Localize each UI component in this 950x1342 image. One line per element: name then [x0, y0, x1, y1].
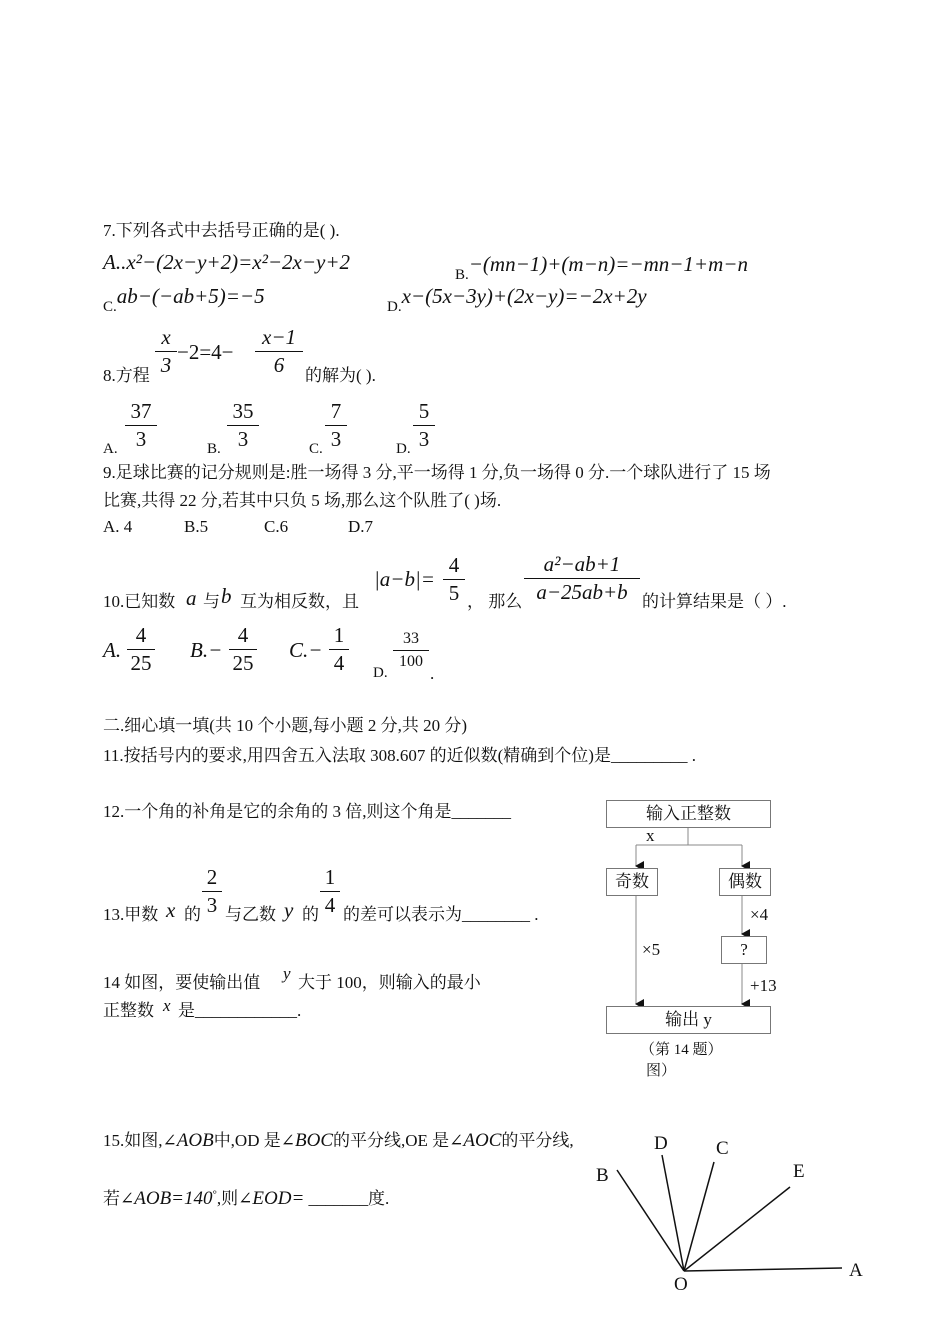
q15-degree: ° [212, 1188, 217, 1201]
q10-mid: 互为相反数，且 [240, 592, 359, 611]
q7-stem: 7.下列各式中去括号正确的是( ). [103, 221, 340, 240]
q13-f2-den: 4 [324, 893, 336, 918]
ray-oe [684, 1187, 790, 1271]
q13-var-x: x [166, 898, 176, 922]
q15-l1-b: 中,OD 是∠ [213, 1131, 295, 1150]
q7-b-expr: −(mn−1)+(m−n)=−mn−1+m−n [468, 252, 748, 276]
q10-big-num: a²−ab+1 [543, 552, 621, 576]
q8-opt-c-label: C. [309, 441, 323, 457]
q13-of-1: 的 [184, 905, 201, 924]
q10-opt-a-label: A. [103, 638, 122, 662]
q10-opt-d-label: D. [373, 665, 388, 681]
q8-suffix: 的解为( ). [305, 366, 376, 385]
flow-times-4: ×4 [750, 905, 769, 924]
q9-opt-b: B.5 [184, 517, 209, 536]
q13-suffix: 的差可以表示为________ . [343, 905, 539, 924]
q15-aob: AOB [176, 1130, 214, 1151]
flow-plus-13: +13 [750, 976, 777, 995]
label-d: D [654, 1133, 668, 1154]
q10-opt-c-den: 4 [333, 651, 345, 676]
q14-line-2-a: 正整数 [103, 1001, 154, 1020]
q14-var-y: y [283, 964, 291, 983]
section-2-heading: 二.细心填一填(共 10 个小题,每小题 2 分,共 20 分) [103, 716, 468, 735]
q8-eq-r-num: x−1 [262, 325, 296, 349]
q13-f1-num: 2 [206, 865, 218, 889]
q14-line-1-b: 大于 100，则输入的最小 [298, 973, 481, 992]
q15-l2-a: 若∠ [103, 1189, 135, 1208]
q15-l2-b: ,则∠ [216, 1189, 253, 1208]
q7-a-label: A.. [103, 250, 127, 274]
q8-eq-mid: −2=4− [177, 340, 234, 364]
flow-times-5: ×5 [642, 940, 661, 959]
q8-opt-c-num: 7 [330, 399, 342, 423]
ray-oc [684, 1162, 714, 1271]
label-o: O [674, 1274, 688, 1295]
q10-opt-b-num: 4 [237, 623, 249, 647]
q8-opt-b-num: 35 [232, 399, 254, 423]
q9-line-2: 比赛,共得 22 分,若其中只负 5 场,那么这个队胜了( )场. [103, 491, 502, 510]
q8-eq-r-den: 6 [273, 353, 285, 378]
q8-eq-x-num: x [161, 325, 171, 349]
q12: 12.一个角的补角是它的余角的 3 倍,则这个角是_______ [103, 802, 511, 821]
q15-l1-a: 15.如图,∠ [103, 1131, 177, 1150]
q9-line-1: 9.足球比赛的记分规则是:胜一场得 3 分,平一场得 1 分,负一场得 0 分.一个球队进行了 15 场 [103, 463, 771, 482]
q10-suffix: 的计算结果是（ ）. [642, 592, 787, 611]
q9-opt-c: C.6 [264, 517, 289, 536]
q10-opt-b-den: 25 [232, 651, 254, 676]
flow-even-box: 偶数 [719, 868, 771, 896]
q10-opt-c-label: C.− [289, 638, 323, 662]
q14-line-1-a: 14 如图，要使输出值 [103, 973, 261, 992]
flow-question-box: ? [721, 936, 767, 964]
q10-comma-then: ， 那么 [467, 592, 523, 611]
flow-caption-2: 图） [646, 1063, 677, 1079]
label-b: B [596, 1165, 609, 1186]
q13-of-2: 的 [302, 905, 319, 924]
q10-big-den: a−25ab+b [536, 580, 628, 605]
q15-l2-c: _______度. [304, 1189, 390, 1208]
q10-opt-d-tail: . [430, 664, 435, 683]
q10-opt-d-den: 100 [399, 652, 423, 670]
q13-prefix: 13.甲数 [103, 905, 159, 924]
q8-opt-b-den: 3 [237, 427, 249, 452]
q8-opt-d-label: D. [396, 441, 411, 457]
q8-opt-a-den: 3 [135, 427, 147, 452]
q8-eq-x-den: 3 [160, 353, 172, 378]
q8-opt-c-den: 3 [330, 427, 342, 452]
q15-boc: BOC [295, 1130, 333, 1151]
label-a: A [849, 1260, 863, 1281]
q13-f2-num: 1 [324, 865, 336, 889]
q8-opt-d-den: 3 [418, 427, 430, 452]
q8-opt-b-label: B. [207, 441, 221, 457]
q7-b-label: B. [455, 267, 469, 283]
q7-d-expr: x−(5x−3y)+(2x−y)=−2x+2y [401, 284, 647, 308]
q11: 11.按括号内的要求,用四舍五入法取 308.607 的近似数(精确到个位)是_________ . [103, 746, 696, 765]
q7-d-label: D. [387, 299, 402, 315]
flow-input-box: 输入正整数 [606, 800, 771, 828]
q8-opt-d-num: 5 [418, 399, 430, 423]
label-c: C [716, 1138, 729, 1159]
q10-opt-c-num: 1 [333, 623, 345, 647]
q10-var-b: b [221, 584, 232, 608]
q15-l1-c: 的平分线,OE 是∠ [333, 1131, 464, 1150]
q14-line-2-b: 是____________. [178, 1001, 302, 1020]
q14-var-x: x [163, 996, 171, 1015]
q13-var-y: y [284, 898, 294, 922]
label-e: E [793, 1161, 805, 1182]
q7-c-expr: ab−(−ab+5)=−5 [116, 284, 265, 308]
q10-abs-num: 4 [448, 553, 460, 577]
q8-opt-a-num: 37 [130, 399, 152, 423]
flow-output-box: 输出 y [606, 1006, 771, 1034]
q10-prefix: 10.已知数 [103, 592, 176, 611]
q15-aoc: AOC [463, 1130, 502, 1151]
q10-opt-d-num: 33 [403, 630, 419, 647]
ray-oa [684, 1268, 842, 1271]
flow-odd-box: 奇数 [606, 868, 658, 896]
q8-prefix: 8.方程 [103, 366, 150, 385]
q9-opt-d: D.7 [348, 517, 374, 536]
q10-opt-a-den: 25 [130, 651, 152, 676]
q10-with: 与 [203, 592, 220, 611]
q10-opt-a-num: 4 [135, 623, 147, 647]
q9-opt-a: A. 4 [103, 517, 133, 536]
q7-a-expr: x²−(2x−y+2)=x²−2x−y+2 [126, 250, 351, 274]
q8-opt-a-label: A. [103, 441, 118, 457]
q10-var-a: a [186, 586, 197, 610]
q13-f1-den: 3 [206, 893, 218, 918]
q10-abs-den: 5 [448, 581, 460, 606]
q7-c-label: C. [103, 299, 117, 315]
q13-mid: 与乙数 [225, 905, 276, 924]
q15-l1-d: 的平分线, [501, 1131, 574, 1150]
q10-opt-b-label: B.− [190, 638, 223, 662]
flow-caption-1: （第 14 题） [640, 1042, 723, 1058]
q15-eod: EOD= [252, 1188, 305, 1209]
flow-x-label: x [646, 826, 655, 845]
q15-aob-eq: AOB=140 [134, 1188, 213, 1209]
q10-abs-expr: |a−b|= [374, 567, 435, 591]
